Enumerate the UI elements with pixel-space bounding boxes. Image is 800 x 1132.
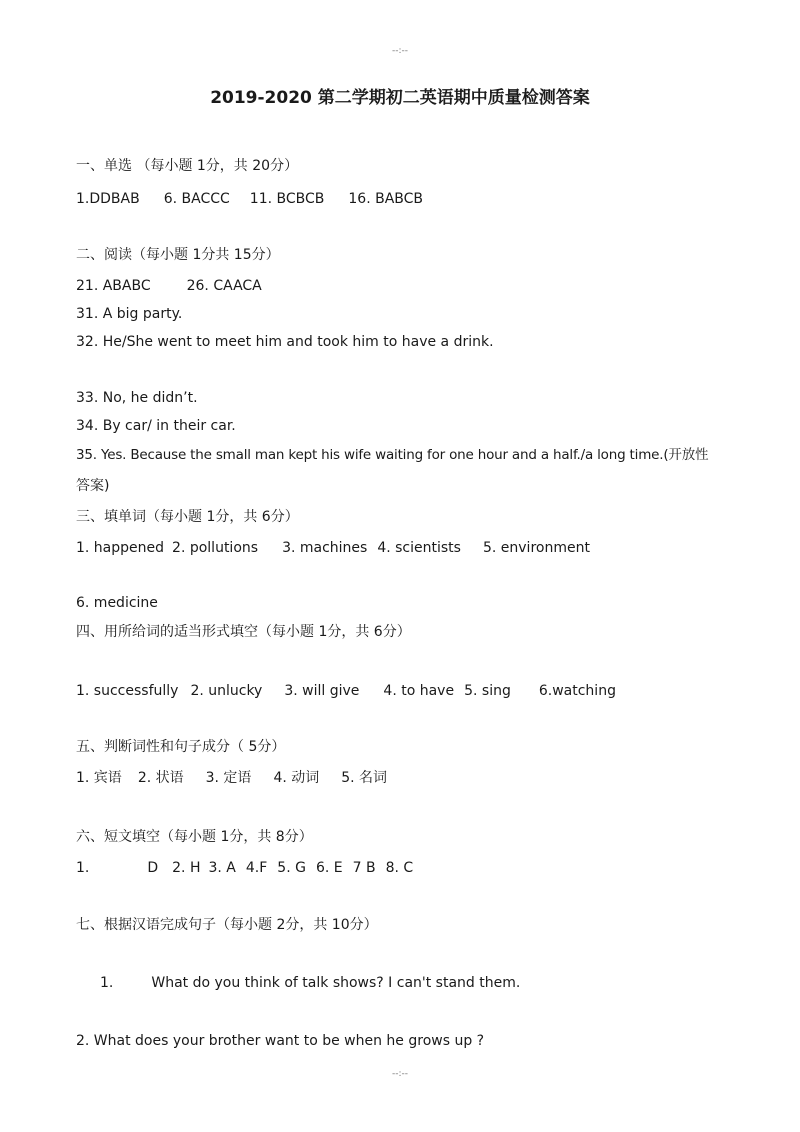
answer-number: 1. (100, 975, 114, 991)
answer-group: 6. BACCC (163, 191, 230, 207)
answer-item: 4. to have (383, 683, 455, 699)
section-7-heading: 七、根据汉语完成句子（每小题 2分，共 10分） (76, 917, 378, 933)
section-4-heading: 四、用所给词的适当形式填空（每小题 1分，共 6分） (76, 624, 411, 640)
answer-item: D (147, 860, 159, 876)
section-7-answer-1 (100, 974, 520, 992)
header-marker: --:-- (391, 46, 409, 56)
section-3-heading: 三、填单词（每小题 1分，共 6分） (76, 509, 299, 525)
section-2-heading: 二、阅读（每小题 1分共 15分） (76, 247, 280, 263)
answer-item: 2. 状语 (137, 770, 184, 786)
section-4-answers (76, 682, 616, 700)
section-5-heading: 五、判断词性和句子成分（ 5分） (76, 739, 286, 755)
section-3-answers (76, 539, 590, 557)
answer-group: 21. ABABC (76, 278, 151, 294)
answer-item: 3. A (208, 860, 236, 876)
section-5-answers (76, 769, 387, 787)
answer-item: 4. 动词 (273, 770, 320, 786)
answer-item: 1. successfully (76, 683, 179, 699)
section-3-answer-6: 6. medicine (76, 595, 158, 611)
answer-item: 6. E (315, 860, 343, 876)
answer-item: 2. pollutions (172, 540, 259, 556)
answer-item: 4. scientists (377, 540, 461, 556)
section-1-heading: 一、单选 （每小题 1分，共 20分） (76, 158, 299, 174)
footer-marker: --:-- (391, 1069, 409, 1079)
answer-item: 5. sing (464, 683, 511, 699)
answer-group: 11. BCBCB (249, 191, 325, 207)
answer-item: 2. H (172, 860, 201, 876)
answer-item: 4.F (245, 860, 268, 876)
answer-33: 33. No, he didn’t. (76, 390, 198, 406)
section-2-row-21 (76, 277, 262, 295)
answer-item: 1. 宾语 (76, 770, 122, 786)
section-1-answers (76, 190, 423, 208)
answer-32: 32. He/She went to meet him and took him to have a drink. (76, 334, 494, 350)
answer-35-line-1: 35. Yes. Because the small man kept his wife waiting for one hour and a half./a long time.(开放性 (76, 447, 709, 463)
answer-item: 3. machines (282, 540, 368, 556)
answer-item: 2. unlucky (190, 683, 263, 699)
answer-item: 6.watching (538, 683, 616, 699)
answer-group: 16. BABCB (348, 191, 424, 207)
answer-34: 34. By car/ in their car. (76, 418, 236, 434)
answer-number: 1. (76, 860, 90, 876)
section-6-heading: 六、短文填空（每小题 1分，共 8分） (76, 829, 313, 845)
answer-item: 3. 定语 (205, 770, 252, 786)
answer-item: 5. G (277, 860, 306, 876)
answer-item: 1. happened (76, 540, 165, 556)
answer-sentence: What do you think of talk shows? I can't stand them. (151, 975, 521, 991)
answer-item: 7 B (352, 860, 376, 876)
page-title: 2019-2020 第二学期初二英语期中质量检测答案 (210, 88, 590, 108)
answer-31: 31. A big party. (76, 306, 183, 322)
section-6-answers (76, 859, 413, 877)
answer-item: 5. 名词 (341, 770, 388, 786)
answer-group: 1.DDBAB (76, 191, 140, 207)
answer-item: 3. will give (284, 683, 360, 699)
answer-item: 5. environment (482, 540, 590, 556)
answer-35-line-2: 答案) (76, 478, 110, 494)
answer-item: 8. C (385, 860, 414, 876)
section-7-answer-2: 2. What does your brother want to be when he grows up ? (76, 1033, 485, 1049)
answer-group: 26. CAACA (186, 278, 262, 294)
